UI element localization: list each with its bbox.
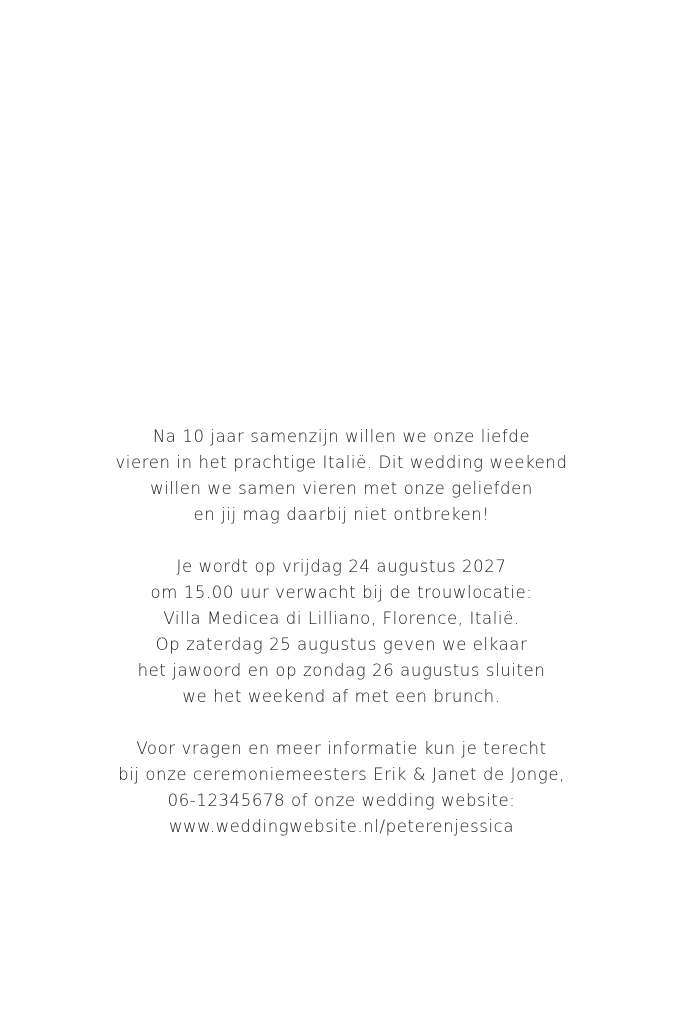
text-line: Villa Medicea di Lilliano, Florence, Italië. [163, 609, 520, 628]
text-line: het jawoord en op zondag 26 augustus sluiten [137, 661, 546, 680]
text-line: willen we samen vieren met onze geliefden [150, 479, 533, 498]
text-line: Op zaterdag 25 augustus geven we elkaar [155, 635, 528, 654]
text-line: Na 10 jaar samenzijn willen we onze liefde [152, 427, 531, 446]
schedule-paragraph [0, 554, 683, 710]
text-line: bij onze ceremoniemeesters Erik & Janet de Jonge, [118, 765, 565, 784]
text-line: Voor vragen en meer informatie kun je terecht [136, 739, 547, 758]
text-line: en jij mag daarbij niet ontbreken! [193, 505, 490, 524]
text-line: om 15.00 uur verwacht bij de trouwlocatie: [150, 583, 533, 602]
text-line: Je wordt op vrijdag 24 augustus 2027 [176, 557, 507, 576]
text-line: 06-12345678 of onze wedding website: [167, 791, 516, 810]
text-line: we het weekend af met een brunch. [182, 687, 501, 706]
text-line: vieren in het prachtige Italië. Dit wedding weekend [115, 453, 568, 472]
website-line: www.weddingwebsite.nl/peterenjessica [168, 817, 515, 836]
invitation-text [0, 424, 683, 866]
intro-paragraph [0, 424, 683, 528]
contact-paragraph [0, 736, 683, 840]
